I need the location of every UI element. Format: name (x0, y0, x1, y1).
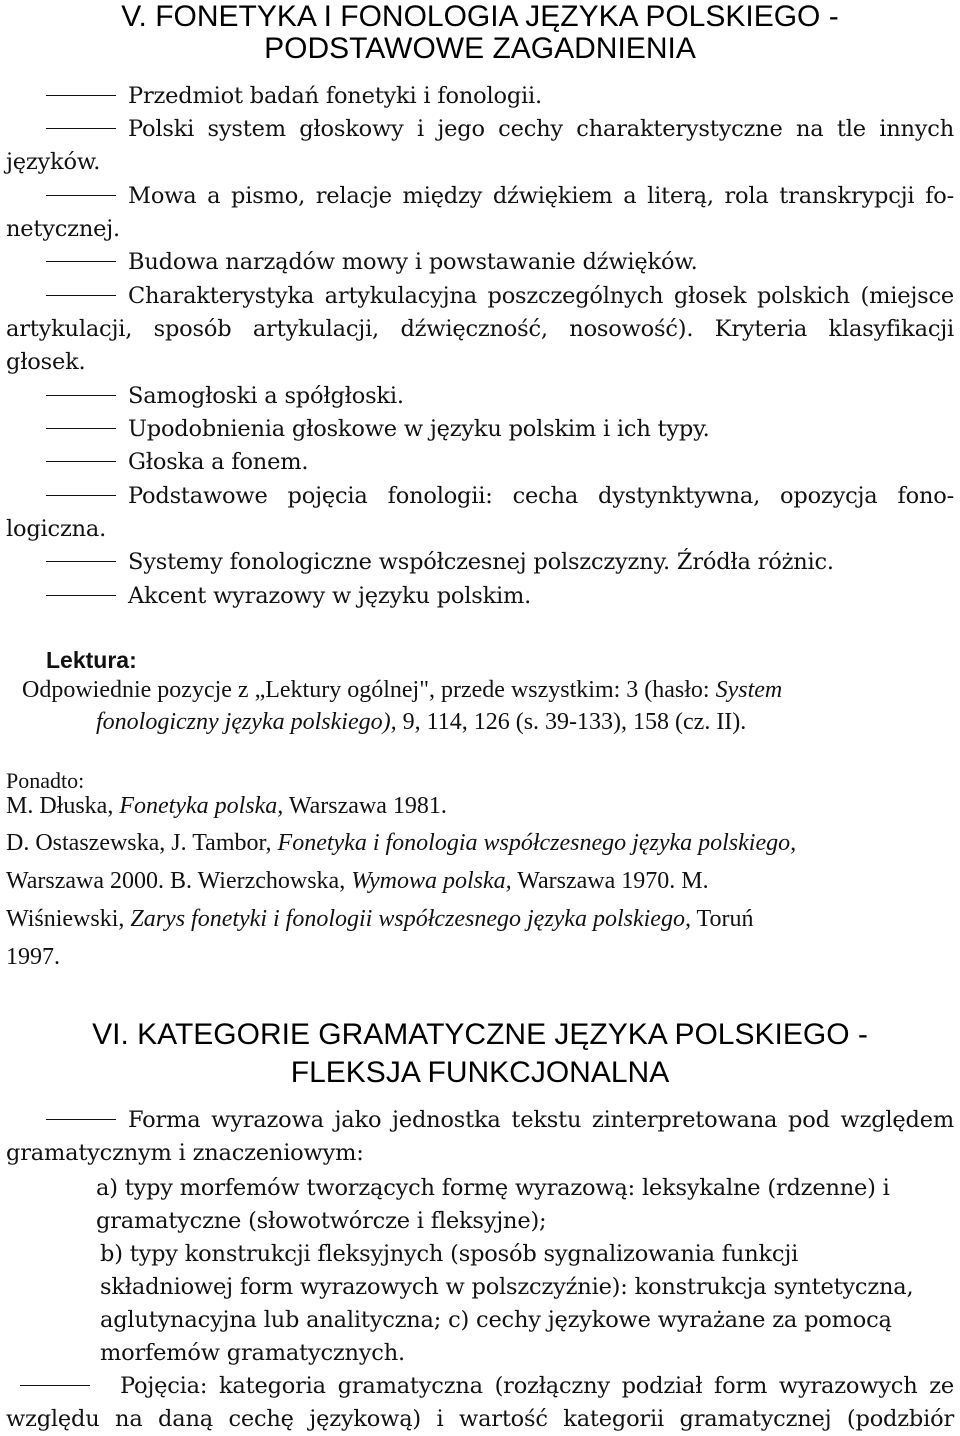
reference-line: Warszawa 2000. B. Wierzchowska, Wymowa polska, Warszawa 1970. M. (6, 868, 709, 894)
subitem-b-line: aglutynacyjna lub analityczna; c) cechy językowe wyrażane za pomocą (100, 1307, 892, 1333)
reference-line: M. Dłuska, Fonetyka polska, Warszawa 1981. (6, 793, 447, 819)
reference-line: 1997. (6, 944, 60, 970)
lektura-label: Lektura: (46, 647, 137, 673)
subitem-b-line: morfemów gramatycznych. (100, 1340, 405, 1366)
section-6-heading-line-2: FLEKSJA FUNKCJONALNA (290, 1056, 670, 1089)
paragraph-line: gramatycznym i znaczeniowym: (6, 1140, 364, 1166)
lektura-line-1: Odpowiednie pozycje z „Lektury ogólnej", przede wszystkim: 3 (hasło: System (22, 677, 783, 703)
paragraph-line: Pojęcia: kategoria gramatyczna (rozłączny podział form wyrazowych ze (6, 1370, 954, 1403)
list-item: Charakterystyka artykulacyjna poszczególnych głosek polskich (miejsce (6, 280, 954, 313)
list-item: Samogłoski a spółgłoski. (6, 380, 404, 413)
em-dash (46, 295, 116, 296)
lektura-line-2: fonologiczny języka polskiego), 9, 114, 126 (s. 39-133), 158 (cz. II). (96, 709, 747, 735)
list-item-continuation: netycznej. (6, 216, 120, 242)
list-item: Systemy fonologiczne współczesnej polszczyzny. Źródła różnic. (6, 546, 834, 579)
subitem-a-line: a) typy morfemów tworzących formę wyrazową: leksykalne (rdzenne) i (96, 1175, 890, 1201)
paragraph-line: Forma wyrazowa jako jednostka tekstu zinterpretowana pod względem (6, 1104, 954, 1137)
list-item: Przedmiot badań fonetyki i fonologii. (6, 80, 542, 113)
em-dash (46, 1119, 116, 1120)
section-6-heading-line-1: VI. KATEGORIE GRAMATYCZNE JĘZYKA POLSKIEGO - (92, 1018, 868, 1051)
em-dash (46, 561, 116, 562)
list-item: Mowa a pismo, relacje między dźwiękiem a literą, rola transkrypcji fo- (6, 180, 954, 213)
em-dash (46, 95, 116, 96)
list-item-continuation: głosek. (6, 349, 86, 375)
em-dash (46, 595, 116, 596)
list-item-continuation: artykulacji, sposób artykulacji, dźwięczność, nosowość). Kryteria klasyfikacji (6, 316, 954, 342)
em-dash (46, 495, 116, 496)
section-5-heading-line-1: V. FONETYKA I FONOLOGIA JĘZYKA POLSKIEGO - (121, 0, 839, 33)
em-dash (46, 195, 116, 196)
paragraph-line: względu na daną cechę językową) i wartość kategorii gramatycznej (podzbiór (6, 1406, 954, 1432)
subitem-b-line: składniowej form wyrazowych w polszczyźnie): konstrukcja syntetyczna, (100, 1274, 914, 1300)
em-dash (46, 428, 116, 429)
em-dash (46, 128, 116, 129)
reference-line: Wiśniewski, Zarys fonetyki i fonologii współczesnego języka polskiego, Toruń (6, 906, 754, 932)
em-dash (46, 261, 116, 262)
ponadto-label: Ponadto: (6, 768, 85, 793)
section-5-heading-line-2: PODSTAWOWE ZAGADNIENIA (264, 32, 696, 65)
list-item: Budowa narządów mowy i powstawanie dźwięków. (6, 246, 698, 279)
em-dash (46, 395, 116, 396)
list-item: Głoska a fonem. (6, 446, 308, 479)
subitem-a-line: gramatyczne (słowotwórcze i fleksyjne); (96, 1208, 547, 1234)
list-item-continuation: logiczna. (6, 516, 107, 542)
reference-line: D. Ostaszewska, J. Tambor, Fonetyka i fonologia współczesnego języka polskiego, (6, 830, 797, 856)
list-item: Polski system głoskowy i jego cechy charakterystyczne na tle innych (6, 113, 954, 146)
list-item: Podstawowe pojęcia fonologii: cecha dystynktywna, opozycja fono- (6, 480, 954, 513)
em-dash (20, 1385, 90, 1386)
list-item: Upodobnienia głoskowe w języku polskim i ich typy. (6, 413, 710, 446)
subitem-b-line: b) typy konstrukcji fleksyjnych (sposób sygnalizowania funkcji (100, 1241, 799, 1267)
em-dash (46, 461, 116, 462)
list-item: Akcent wyrazowy w języku polskim. (6, 580, 531, 613)
list-item-continuation: języków. (6, 149, 101, 175)
